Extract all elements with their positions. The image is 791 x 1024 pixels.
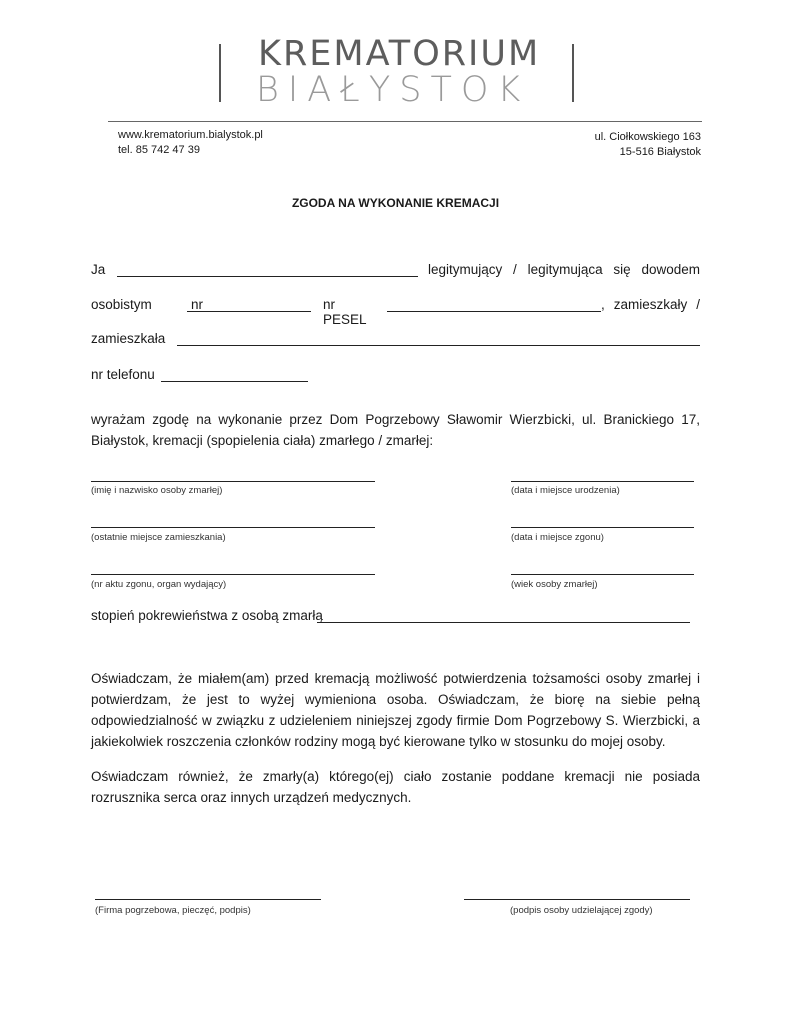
logo-title: KREMATORIUM <box>258 34 541 74</box>
website-text: www.krematorium.bialystok.pl <box>118 129 263 141</box>
statement-identity: Oświadczam, że miałem(am) przed kremacją możliwość potwierdzenia tożsamości osoby zmarłej i potwierdzam, że jest to wyżej wymieniona osoba. Oświadczam, że biorę na siebie pełną odpowiedzialność w związku z udzieleniem niniejszej zgody firmie Dom Pogrzebowy S. Wierzbicki, a jakiekolwiek roszczenia członków rodziny mogą być kierowane tylko w stosunku do mojej osoby. <box>91 671 700 749</box>
address-city: 15-516 Białystok <box>619 146 701 158</box>
deceased-name-caption: (imię i nazwisko osoby zmarłej) <box>91 485 223 496</box>
funeral-home-signature-line[interactable] <box>95 899 321 900</box>
logo-subtitle: BIAŁYSTOK <box>256 70 530 110</box>
act-line[interactable] <box>91 574 375 575</box>
pesel-line[interactable] <box>387 311 601 312</box>
label-zamieszkaly: , zamieszkały / <box>601 297 700 312</box>
name-line[interactable] <box>117 276 418 277</box>
label-osobistym: osobistym nr <box>91 297 203 312</box>
age-caption: (wiek osoby zmarłej) <box>511 579 598 590</box>
id-number-line[interactable] <box>187 311 311 312</box>
residence-line[interactable] <box>91 527 375 528</box>
header-divider <box>108 121 702 122</box>
birth-caption: (data i miejsce urodzenia) <box>511 485 620 496</box>
page-title: ZGODA NA WYKONANIE KREMACJI <box>291 196 500 210</box>
phone-line[interactable] <box>161 381 308 382</box>
logo-left-bar <box>219 44 221 102</box>
label-pesel: nr PESEL <box>323 297 367 327</box>
deceased-name-line[interactable] <box>91 481 375 482</box>
phone-text: tel. 85 742 47 39 <box>118 144 200 156</box>
consenter-signature-line[interactable] <box>464 899 690 900</box>
funeral-home-signature-caption: (Firma pogrzebowa, pieczęć, podpis) <box>95 905 251 916</box>
consenter-signature-caption: (podpis osoby udzielającej zgody) <box>510 905 653 916</box>
address-line[interactable] <box>177 345 700 346</box>
act-caption: (nr aktu zgonu, organ wydający) <box>91 579 227 590</box>
address-street: ul. Ciołkowskiego 163 <box>594 131 701 143</box>
birth-line[interactable] <box>511 481 694 482</box>
death-line[interactable] <box>511 527 694 528</box>
kinship-line[interactable] <box>317 622 690 623</box>
label-ja: Ja <box>91 262 106 277</box>
statement-devices: Oświadczam również, że zmarły(a) którego(ej) ciało zostanie poddane kremacji nie posiada rozrusznika serca oraz innych urządzeń medycznych. <box>91 769 700 805</box>
logo-right-bar <box>572 44 574 102</box>
label-legit: legitymujący / legitymująca się dowodem <box>428 262 700 277</box>
consent-text: wyrażam zgodę na wykonanie przez Dom Pogrzebowy Sławomir Wierzbicki, ul. Branickiego 17, Białystok, kremacji (spopielenia ciała) zmarłego / zmarłej: <box>91 412 700 448</box>
kinship-label: stopień pokrewieństwa z osobą zmarłą <box>91 608 323 623</box>
death-caption: (data i miejsce zgonu) <box>511 532 604 543</box>
label-telefon: nr telefonu <box>91 367 155 382</box>
age-line[interactable] <box>511 574 694 575</box>
label-zamieszkala: zamieszkała <box>91 331 166 346</box>
residence-caption: (ostatnie miejsce zamieszkania) <box>91 532 226 543</box>
